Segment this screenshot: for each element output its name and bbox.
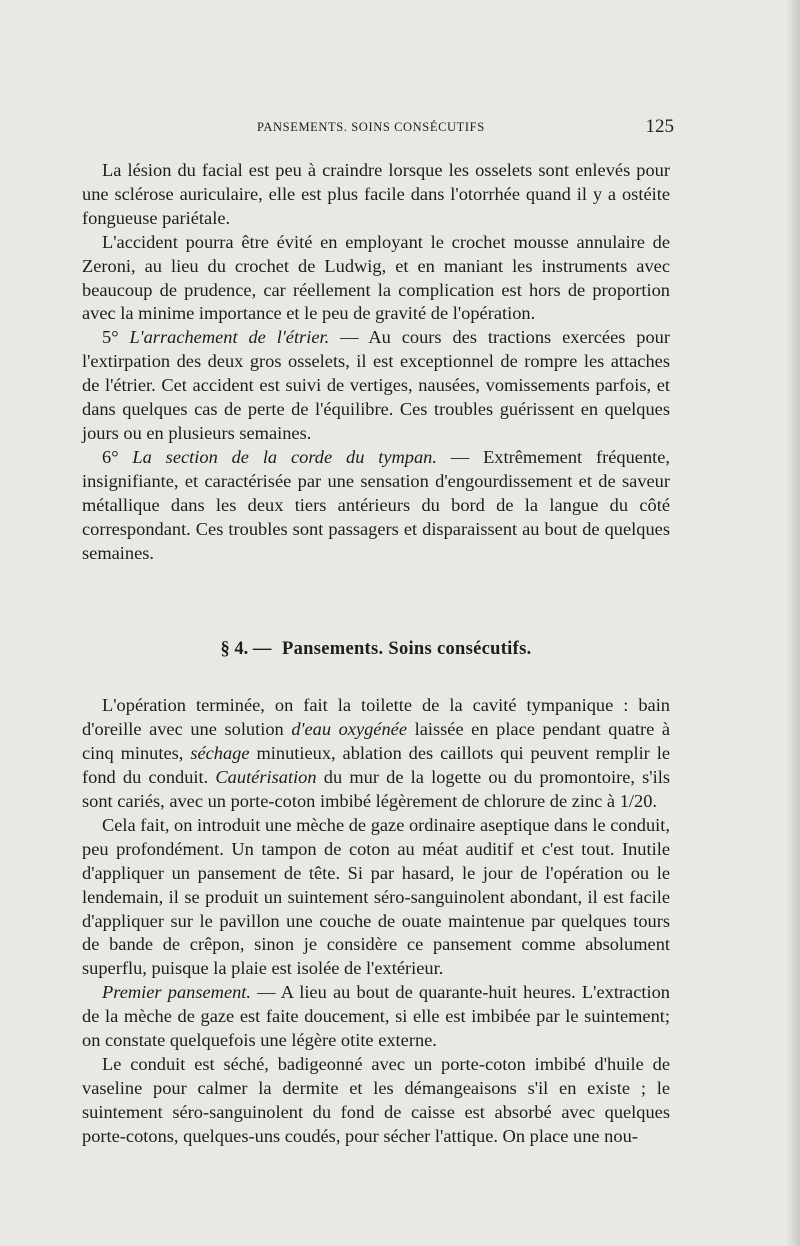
paragraph-canal-drying: Le conduit est séché, badigeonné avec un porte-coton imbibé d'huile de vaseline pour calmer la dermite et les démangeaisons s'il en existe ; le suintement séro-sanguinolent du fond de caisse est absorbé avec quelques porte-cotons, quelques-uns coudés, pour sécher l'attique. On place une nou- — [82, 1054, 670, 1146]
italic-term: Cautérisation — [215, 767, 317, 788]
running-head — [82, 116, 674, 140]
section-title: Pansements. Soins consécutifs. — [281, 639, 532, 660]
text-block-dressings — [82, 694, 670, 1148]
paragraph-chorda-tympani: 6° La section de la corde du tympan. — Extrêmement fréquente, insignifiante, et caractérisée par une sensation d'engourdissement et de saveur métallique dans les deux tiers antérieurs du bord de la langue du côté correspondant. Ces troubles sont passagers et disparaissent au bout de quelques semaines. — [82, 446, 671, 563]
italic-term: La section de la corde du tympan. — [132, 446, 437, 467]
paragraph-facial-lesion: La lésion du facial est peu à craindre lorsque les osselets sont enlevés pour une sclérose auriculaire, elle est plus facile dans l'otorrhée quand il y a ostéite fongueuse pariétale. — [82, 160, 670, 228]
paragraph-post-operation: L'opération terminée, on fait la toilette de la cavité tympanique : bain d'oreille avec une solution d'eau oxygénée laissée en place pendant quatre à cinq minutes, séchage minutieux, ablation des caillots qui peuvent remplir le fond du conduit. Cautérisation du mur de la logette ou du promontoire, s'ils sont cariés, avec un porte-coton imbibé légèrement de chlorure de zinc à 1/20. — [82, 695, 670, 812]
italic-term: L'arrachement de l'étrier. — [129, 327, 330, 348]
paragraph-stapes-avulsion: 5° L'arrachement de l'étrier. — Au cours des tractions exercées pour l'extirpation des deux gros osselets, il est exceptionnel de rompre les attaches de l'étrier. Cet accident est suivi de vertiges, nausées, vomissements parfois, et dans quelques cas de perte de l'équilibre. Ces troubles guérissent en quelques jours ou en plusieurs semaines. — [82, 327, 670, 443]
section-heading — [82, 637, 670, 661]
italic-term: d'eau oxygénée — [291, 719, 407, 740]
italic-term: séchage — [190, 743, 250, 764]
scan-edge-shadow — [786, 0, 800, 1246]
paragraph-first-dressing: Premier pansement. — A lieu au bout de quarante-huit heures. L'extraction de la mèche de gaze est faite doucement, si elle est imbibée par le suintement; on constate quelquefois une légère otite externe. — [82, 982, 670, 1051]
text-block-complications — [82, 159, 670, 565]
section-number: § 4. — — [220, 639, 272, 660]
running-title: PANSEMENTS. SOINS CONSÉCUTIFS — [257, 120, 485, 134]
italic-term: Premier pansement. — [102, 982, 252, 1003]
paragraph-gauze-wick: Cela fait, on introduit une mèche de gaze ordinaire aseptique dans le conduit, peu profondément. Un tampon de coton au méat auditif et c'est tout. Inutile d'appliquer un pansement de tête. Si par hasard, le jour de l'opération ou le lendemain, il se produit un suintement séro-sanguinolent abondant, il est facile d'appliquer sur le pavillon une couche de ouate maintenue par quelques tours de bande de crêpon, sinon je considère ce pansement comme absolument superflu, puisque la plaie est isolée de l'extérieur. — [82, 814, 670, 979]
paragraph-accident-avoidance: L'accident pourra être évité en employant le crochet mousse annulaire de Zeroni, au lieu du crochet de Ludwig, et en maniant les instruments avec beaucoup de prudence, car réellement la complication est hors de proportion avec la minime importance et le peu de gravité de l'opération. — [82, 231, 670, 324]
book-page — [82, 116, 674, 1149]
page-number: 125 — [645, 116, 674, 137]
